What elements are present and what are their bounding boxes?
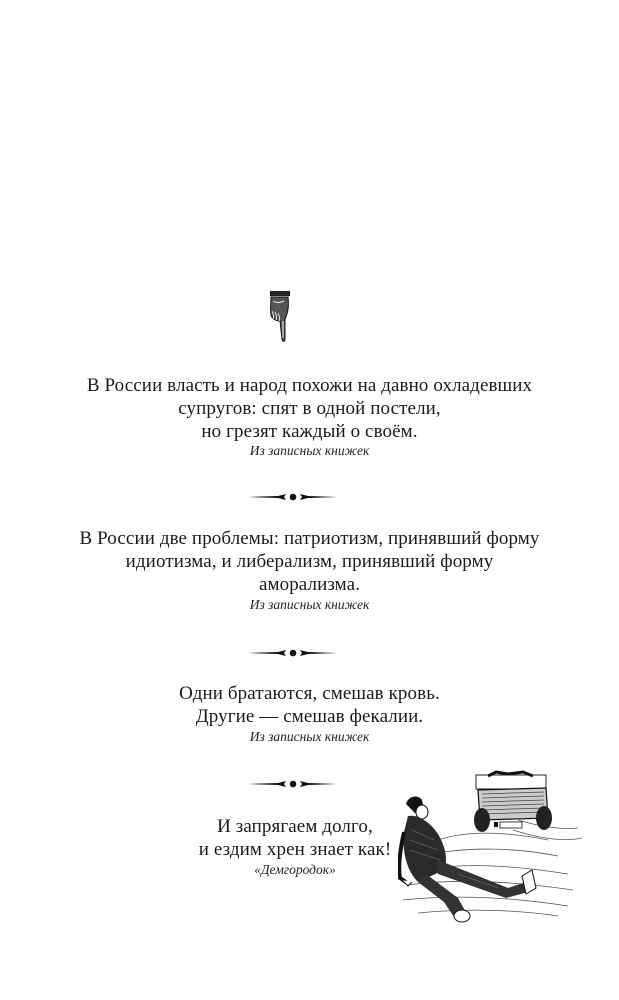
divider-ornament [248,489,338,499]
quote-4-line-2: и ездим хрен знает как! [198,839,392,860]
quote-1 [0,374,619,443]
man-fallen-before-car-illustration [398,770,584,925]
quote-3 [0,682,619,728]
divider-ornament [248,776,338,786]
quote-1-line-3: но грезят каждый о своём. [201,421,418,442]
quote-2-line-3: аморализма. [258,574,361,595]
quote-1-line-1: В России власть и народ похожи на давно охладевших [86,375,533,396]
quote-3-line-2: Другие — смешав фекалии. [195,706,424,727]
quote-2-line-2: идиотизма, и либерализм, принявший форму [125,551,494,572]
quote-1-source: Из записных книжек [249,443,370,458]
divider-ornament [248,645,338,655]
quote-3-line-1: Одни братаются, смешав кровь. [179,683,440,704]
quote-2-source: Из записных книжек [249,597,370,612]
quote-4 [195,815,395,861]
pointing-hand-icon [268,291,294,343]
quote-4-source: «Демгородок» [254,862,336,877]
quote-2 [0,527,619,596]
quote-4-line-1: И запрягаем долго, [217,816,373,837]
quote-3-source: Из записных книжек [249,729,370,744]
quote-2-line-1: В России две проблемы: патриотизм, принявший форму [79,528,540,549]
quote-1-line-2: супругов: спят в одной постели, [178,398,441,419]
